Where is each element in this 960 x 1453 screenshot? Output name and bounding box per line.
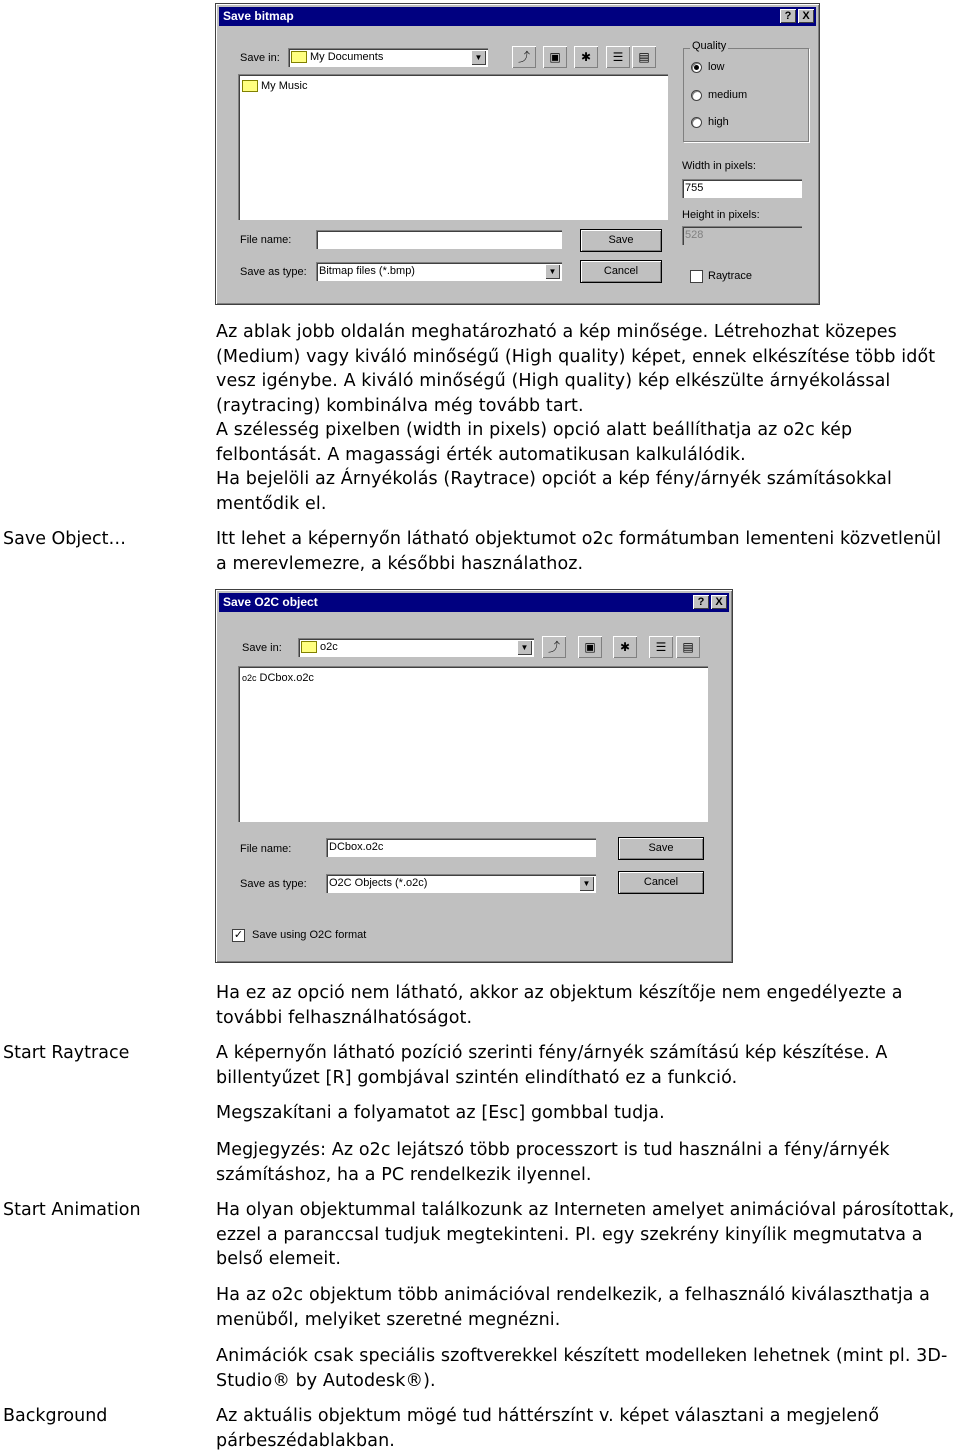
chevron-down-icon[interactable]: ▼ bbox=[545, 264, 560, 279]
save-in-value: o2c bbox=[320, 641, 338, 653]
dialog-title: Save bitmap bbox=[223, 9, 294, 23]
folder-icon bbox=[301, 641, 317, 653]
height-label: Height in pixels: bbox=[682, 209, 760, 221]
help-button[interactable]: ? bbox=[693, 595, 709, 609]
term-start-raytrace: Start Raytrace bbox=[3, 1043, 130, 1063]
file-list[interactable] bbox=[238, 666, 708, 822]
save-bitmap-dialog bbox=[215, 3, 820, 305]
help-button[interactable]: ? bbox=[780, 9, 796, 23]
term-background: Background bbox=[3, 1406, 108, 1426]
o2c-file-icon: o2c bbox=[242, 673, 257, 683]
new-folder-icon[interactable]: ✱ bbox=[613, 636, 637, 658]
file-name-input[interactable]: DCbox.o2c bbox=[326, 838, 596, 857]
animation-software-paragraph: Animációk csak speciális szoftverekkel készített modelleken lehetnek (mint pl. 3D-Studio® by Autodesk®). bbox=[216, 1346, 948, 1391]
save-as-type-value: Bitmap files (*.bmp) bbox=[319, 265, 415, 277]
save-as-type-label: Save as type: bbox=[240, 266, 307, 278]
visibility-paragraph: Ha ez az opció nem látható, akkor az objektum készítője nem engedélyezte a további felhasználhatóságot. bbox=[216, 983, 903, 1028]
width-label: Width in pixels: bbox=[682, 160, 756, 172]
details-view-icon[interactable]: ▤ bbox=[676, 636, 700, 658]
new-folder-icon[interactable]: ✱ bbox=[574, 46, 598, 68]
file-name-label: File name: bbox=[240, 843, 292, 855]
up-folder-icon[interactable]: ⤴ bbox=[542, 636, 566, 658]
quality-low-radio[interactable] bbox=[691, 62, 702, 73]
up-folder-icon[interactable]: ⤴ bbox=[512, 46, 536, 68]
save-button[interactable]: Save bbox=[580, 229, 662, 252]
quality-low-label[interactable]: low bbox=[708, 61, 725, 73]
file-name-input[interactable] bbox=[316, 230, 562, 249]
term-start-animation: Start Animation bbox=[3, 1200, 141, 1220]
close-button[interactable]: X bbox=[711, 595, 727, 609]
quality-label: Quality bbox=[692, 40, 727, 52]
save-in-label: Save in: bbox=[242, 642, 282, 654]
quality-medium-label[interactable]: medium bbox=[708, 89, 748, 101]
o2c-format-checkbox[interactable]: ✓ bbox=[233, 929, 244, 941]
raytrace-checkbox[interactable] bbox=[690, 270, 703, 283]
height-input: 528 bbox=[682, 226, 802, 245]
quality-high-radio[interactable] bbox=[691, 117, 702, 128]
esc-paragraph: Megszakítani a folyamatot az [Esc] gombbal tudja. bbox=[216, 1103, 665, 1123]
chevron-down-icon[interactable]: ▼ bbox=[471, 50, 486, 65]
close-button[interactable]: X bbox=[798, 9, 814, 23]
save-as-type-select[interactable] bbox=[316, 262, 562, 281]
cancel-button[interactable]: Cancel bbox=[618, 871, 704, 894]
note-paragraph: Megjegyzés: Az o2c lejátszó több processzort is tud használni a fény/árnyék számításhoz, ha a PC rendelkezik ilyennel. bbox=[216, 1140, 890, 1185]
desktop-icon[interactable]: ▣ bbox=[578, 636, 602, 658]
background-paragraph: Az aktuális objektum mögé tud háttérszínt v. képet választani a megjelenő párbeszédablakban. bbox=[216, 1406, 880, 1451]
save-button[interactable]: Save bbox=[618, 837, 704, 860]
chevron-down-icon[interactable]: ▼ bbox=[517, 640, 532, 655]
save-in-label: Save in: bbox=[240, 52, 280, 64]
save-o2c-dialog bbox=[215, 589, 733, 963]
file-list[interactable] bbox=[238, 74, 668, 220]
dialog-title-bar bbox=[219, 7, 816, 26]
raytrace-desc-paragraph: A képernyőn látható pozíció szerinti fény/árnyék számítású kép készítése. A billentyűzet [R] gombjával szintén elindítható ez a funkció. bbox=[216, 1043, 888, 1088]
save-in-value: My Documents bbox=[310, 51, 384, 63]
quality-high-label[interactable]: high bbox=[708, 116, 729, 128]
list-view-icon[interactable]: ☰ bbox=[606, 46, 630, 68]
width-paragraph: A szélesség pixelben (width in pixels) opció alatt beállíthatja az o2c kép felbontását. A magassági érték automatikusan kalkulálódik. bbox=[216, 420, 853, 465]
quality-paragraph: Az ablak jobb oldalán meghatározható a kép minősége. Létrehozhat közepes (Medium) vagy kiváló minőségű (High quality) képet, ennek elkészítése több időt vesz igénybe. A kiváló minőségű (High quality) kép elkészülte árnyékolással (raytracing) kombinálva még tovább tart. bbox=[216, 322, 936, 416]
save-as-type-label: Save as type: bbox=[240, 878, 307, 890]
folder-icon bbox=[242, 80, 258, 92]
animation-menu-paragraph: Ha az o2c objektum több animációval rendelkezik, a felhasználó kiválaszthatja a menüből, melyiket szeretné megnézni. bbox=[216, 1285, 930, 1330]
save-as-type-value: O2C Objects (*.o2c) bbox=[329, 877, 428, 889]
width-input[interactable]: 755 bbox=[682, 179, 802, 198]
o2c-format-label[interactable]: Save using O2C format bbox=[252, 929, 367, 941]
list-item-label: DCbox.o2c bbox=[259, 672, 314, 684]
dialog-title-bar bbox=[219, 593, 729, 612]
save-as-type-select[interactable] bbox=[326, 874, 596, 893]
save-in-select[interactable] bbox=[298, 638, 534, 657]
file-name-label: File name: bbox=[240, 234, 292, 246]
animation-paragraph: Ha olyan objektummal találkozunk az Interneten amelyet animációval párosítottak, ezzel a paranccsal tudjuk megtekinteni. Pl. egy szekrény kinyílik megmutatva a belső elemeit. bbox=[216, 1200, 955, 1269]
desktop-icon[interactable]: ▣ bbox=[543, 46, 567, 68]
chevron-down-icon[interactable]: ▼ bbox=[579, 876, 594, 891]
term-save-object: Save Object… bbox=[3, 529, 127, 549]
list-item-label: My Music bbox=[261, 80, 308, 92]
raytrace-label[interactable]: Raytrace bbox=[708, 270, 753, 282]
list-item[interactable] bbox=[242, 80, 307, 92]
cancel-button[interactable]: Cancel bbox=[580, 260, 662, 283]
raytrace-paragraph: Ha bejelöli az Árnyékolás (Raytrace) opciót a kép fény/árnyék számításokkal mentődik el. bbox=[216, 469, 892, 514]
folder-icon bbox=[291, 51, 307, 63]
save-object-paragraph: Itt lehet a képernyőn látható objektumot o2c formátumban lementeni közvetlenül a merevlemezre, a későbbi használathoz. bbox=[216, 529, 942, 574]
save-in-select[interactable] bbox=[288, 48, 488, 67]
quality-medium-radio[interactable] bbox=[691, 90, 702, 101]
details-view-icon[interactable]: ▤ bbox=[632, 46, 656, 68]
list-view-icon[interactable]: ☰ bbox=[649, 636, 673, 658]
dialog-title: Save O2C object bbox=[223, 595, 318, 609]
list-item[interactable] bbox=[242, 672, 314, 684]
